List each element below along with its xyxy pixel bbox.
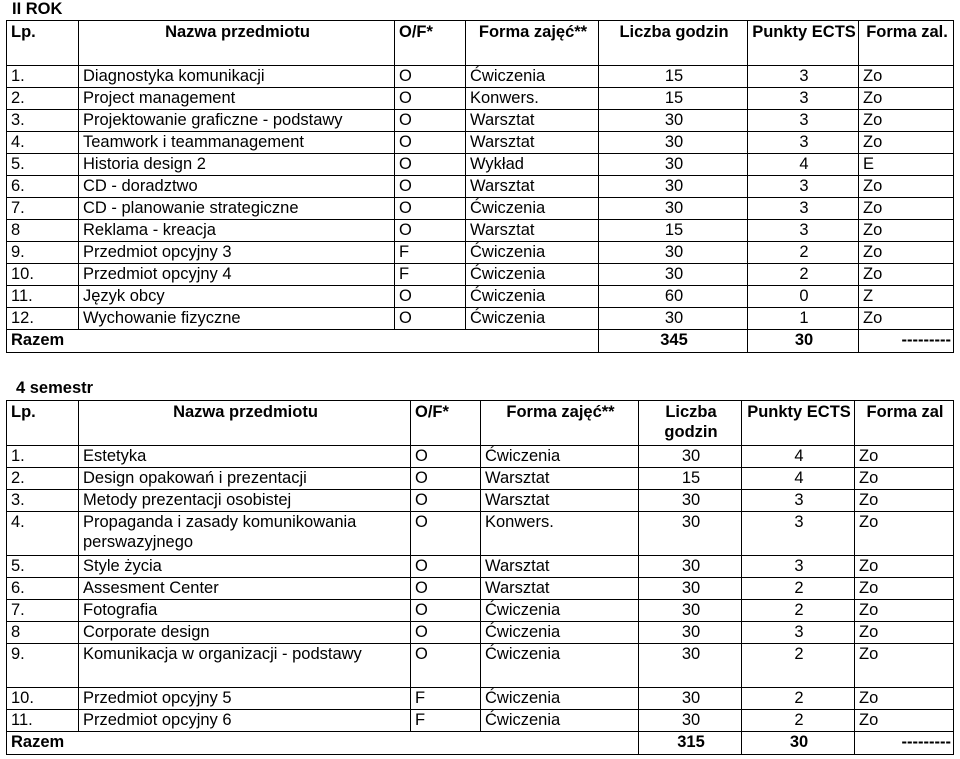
lp-cell: 4. xyxy=(7,132,79,154)
subject-name-cell: Teamwork i teammanagement xyxy=(79,132,395,154)
subject-name-cell: Corporate design xyxy=(79,622,411,644)
lp-cell: 10. xyxy=(7,688,79,710)
hours-cell: 30 xyxy=(639,512,742,556)
lp-cell: 3. xyxy=(7,490,79,512)
hours-cell: 15 xyxy=(639,468,742,490)
table-row xyxy=(7,512,954,556)
subject-name-cell: Komunikacja w organizacji - podstawy xyxy=(79,644,411,688)
semester-4-table xyxy=(6,400,954,755)
of-cell: O xyxy=(395,110,466,132)
ects-cell: 2 xyxy=(742,578,855,600)
credit-form-cell: Zo xyxy=(855,468,954,490)
hours-cell: 30 xyxy=(639,556,742,578)
hours-cell: 15 xyxy=(599,220,748,242)
ects-cell: 2 xyxy=(742,600,855,622)
class-form-cell: Warsztat xyxy=(481,556,639,578)
header-name: Nazwa przedmiotu xyxy=(79,21,395,66)
subject-name-cell: Fotografia xyxy=(79,600,411,622)
lp-cell: 2. xyxy=(7,468,79,490)
header-hours: Liczba godzin xyxy=(599,21,748,66)
header-lp: Lp. xyxy=(7,21,79,66)
subject-name-cell: Estetyka xyxy=(79,446,411,468)
lp-cell: 7. xyxy=(7,600,79,622)
credit-form-cell: Zo xyxy=(855,578,954,600)
lp-cell: 4. xyxy=(7,512,79,556)
of-cell: O xyxy=(411,600,481,622)
class-form-cell: Ćwiczenia xyxy=(466,198,599,220)
hours-cell: 30 xyxy=(599,264,748,286)
table-row xyxy=(7,600,954,622)
lp-cell: 5. xyxy=(7,556,79,578)
credit-form-cell: Z xyxy=(859,286,954,308)
table-row xyxy=(7,446,954,468)
subject-name-cell: Przedmiot opcyjny 3 xyxy=(79,242,395,264)
header-ects: Punkty ECTS xyxy=(742,401,855,446)
credit-form-cell: Zo xyxy=(859,110,954,132)
class-form-cell: Ćwiczenia xyxy=(466,66,599,88)
ects-cell: 3 xyxy=(748,176,859,198)
header-hours: Liczba godzin xyxy=(639,401,742,446)
hours-cell: 15 xyxy=(599,88,748,110)
hours-cell: 30 xyxy=(639,622,742,644)
of-cell: O xyxy=(411,556,481,578)
credit-form-cell: Zo xyxy=(859,220,954,242)
header-form: Forma zajęć** xyxy=(466,21,599,66)
class-form-cell: Warsztat xyxy=(481,490,639,512)
table-row xyxy=(7,622,954,644)
semester-4-title: 4 semestr xyxy=(16,379,94,397)
hours-cell: 30 xyxy=(599,198,748,220)
hours-cell: 30 xyxy=(639,688,742,710)
credit-form-cell: Zo xyxy=(855,644,954,688)
table-row xyxy=(7,88,954,110)
credit-form-cell: Zo xyxy=(859,264,954,286)
ects-cell: 3 xyxy=(742,622,855,644)
hours-cell: 30 xyxy=(599,110,748,132)
lp-cell: 3. xyxy=(7,110,79,132)
class-form-cell: Konwers. xyxy=(466,88,599,110)
hours-cell: 60 xyxy=(599,286,748,308)
header-name: Nazwa przedmiotu xyxy=(79,401,411,446)
ects-cell: 2 xyxy=(748,242,859,264)
subject-name-cell: Project management xyxy=(79,88,395,110)
table-row xyxy=(7,578,954,600)
class-form-cell: Warsztat xyxy=(466,110,599,132)
table-row xyxy=(7,286,954,308)
credit-form-cell: Zo xyxy=(855,710,954,732)
class-form-cell: Ćwiczenia xyxy=(481,710,639,732)
credit-form-cell: Zo xyxy=(859,308,954,330)
total-credit: --------- xyxy=(855,732,954,755)
hours-cell: 30 xyxy=(599,176,748,198)
hours-cell: 30 xyxy=(599,242,748,264)
ects-cell: 2 xyxy=(748,264,859,286)
of-cell: O xyxy=(411,446,481,468)
of-cell: O xyxy=(411,622,481,644)
of-cell: O xyxy=(395,220,466,242)
lp-cell: 9. xyxy=(7,644,79,688)
of-cell: F xyxy=(395,264,466,286)
subject-name-cell: Metody prezentacji osobistej xyxy=(79,490,411,512)
table-row xyxy=(7,198,954,220)
credit-form-cell: Zo xyxy=(855,600,954,622)
of-cell: O xyxy=(411,468,481,490)
table-row xyxy=(7,132,954,154)
class-form-cell: Ćwiczenia xyxy=(481,446,639,468)
total-credit: --------- xyxy=(859,330,954,353)
lp-cell: 1. xyxy=(7,66,79,88)
ects-cell: 4 xyxy=(742,446,855,468)
subject-name-cell: Diagnostyka komunikacji xyxy=(79,66,395,88)
table-row xyxy=(7,468,954,490)
credit-form-cell: Zo xyxy=(859,176,954,198)
lp-cell: 11. xyxy=(7,710,79,732)
ects-cell: 3 xyxy=(748,110,859,132)
subject-name-cell: Propaganda i zasady komunikowania perswazyjnego xyxy=(79,512,411,556)
total-hours: 315 xyxy=(639,732,742,755)
hours-cell: 30 xyxy=(639,644,742,688)
class-form-cell: Warsztat xyxy=(466,220,599,242)
total-label: Razem xyxy=(7,330,599,353)
lp-cell: 8 xyxy=(7,220,79,242)
credit-form-cell: Zo xyxy=(859,198,954,220)
header-form: Forma zajęć** xyxy=(481,401,639,446)
lp-cell: 12. xyxy=(7,308,79,330)
subject-name-cell: Reklama - kreacja xyxy=(79,220,395,242)
of-cell: O xyxy=(411,644,481,688)
subject-name-cell: Przedmiot opcyjny 4 xyxy=(79,264,395,286)
header-lp: Lp. xyxy=(7,401,79,446)
table-row xyxy=(7,264,954,286)
header-of: O/F* xyxy=(411,401,481,446)
header-row xyxy=(7,21,954,66)
class-form-cell: Ćwiczenia xyxy=(466,264,599,286)
hours-cell: 30 xyxy=(599,132,748,154)
class-form-cell: Ćwiczenia xyxy=(466,286,599,308)
of-cell: O xyxy=(395,88,466,110)
subject-name-cell: Design opakowań i prezentacji xyxy=(79,468,411,490)
total-hours: 345 xyxy=(599,330,748,353)
hours-cell: 30 xyxy=(639,578,742,600)
class-form-cell: Ćwiczenia xyxy=(466,308,599,330)
subject-name-cell: Przedmiot opcyjny 5 xyxy=(79,688,411,710)
year-title: II ROK xyxy=(12,0,63,18)
ects-cell: 3 xyxy=(748,220,859,242)
subject-name-cell: Język obcy xyxy=(79,286,395,308)
subject-name-cell: Assesment Center xyxy=(79,578,411,600)
subject-name-cell: Style życia xyxy=(79,556,411,578)
table-row xyxy=(7,220,954,242)
lp-cell: 10. xyxy=(7,264,79,286)
hours-cell: 30 xyxy=(599,154,748,176)
lp-cell: 9. xyxy=(7,242,79,264)
of-cell: O xyxy=(395,198,466,220)
table-row xyxy=(7,710,954,732)
subject-name-cell: Historia design 2 xyxy=(79,154,395,176)
lp-cell: 2. xyxy=(7,88,79,110)
credit-form-cell: Zo xyxy=(859,132,954,154)
class-form-cell: Ćwiczenia xyxy=(481,644,639,688)
table-row xyxy=(7,66,954,88)
table-row xyxy=(7,176,954,198)
lp-cell: 8 xyxy=(7,622,79,644)
of-cell: F xyxy=(411,710,481,732)
class-form-cell: Wykład xyxy=(466,154,599,176)
credit-form-cell: E xyxy=(859,154,954,176)
header-credit: Forma zal xyxy=(855,401,954,446)
of-cell: O xyxy=(411,578,481,600)
of-cell: O xyxy=(395,308,466,330)
hours-cell: 30 xyxy=(639,446,742,468)
class-form-cell: Ćwiczenia xyxy=(481,600,639,622)
total-row xyxy=(7,330,954,353)
table-row xyxy=(7,110,954,132)
hours-cell: 30 xyxy=(599,308,748,330)
lp-cell: 1. xyxy=(7,446,79,468)
table-row xyxy=(7,242,954,264)
of-cell: O xyxy=(395,154,466,176)
of-cell: F xyxy=(411,688,481,710)
credit-form-cell: Zo xyxy=(859,88,954,110)
lp-cell: 5. xyxy=(7,154,79,176)
header-credit: Forma zal. xyxy=(859,21,954,66)
table-row xyxy=(7,154,954,176)
credit-form-cell: Zo xyxy=(855,556,954,578)
hours-cell: 30 xyxy=(639,490,742,512)
subject-name-cell: CD - doradztwo xyxy=(79,176,395,198)
class-form-cell: Warsztat xyxy=(481,468,639,490)
total-ects: 30 xyxy=(748,330,859,353)
credit-form-cell: Zo xyxy=(855,512,954,556)
lp-cell: 11. xyxy=(7,286,79,308)
credit-form-cell: Zo xyxy=(859,66,954,88)
total-label: Razem xyxy=(7,732,639,755)
ects-cell: 3 xyxy=(748,132,859,154)
of-cell: O xyxy=(411,512,481,556)
header-row xyxy=(7,401,954,446)
credit-form-cell: Zo xyxy=(859,242,954,264)
ects-cell: 3 xyxy=(748,198,859,220)
ects-cell: 2 xyxy=(742,688,855,710)
ects-cell: 3 xyxy=(742,490,855,512)
ects-cell: 3 xyxy=(742,556,855,578)
class-form-cell: Warsztat xyxy=(481,578,639,600)
ects-cell: 2 xyxy=(742,644,855,688)
lp-cell: 7. xyxy=(7,198,79,220)
table-row xyxy=(7,688,954,710)
of-cell: O xyxy=(395,176,466,198)
table-row xyxy=(7,308,954,330)
ects-cell: 4 xyxy=(742,468,855,490)
subject-name-cell: Wychowanie fizyczne xyxy=(79,308,395,330)
of-cell: F xyxy=(395,242,466,264)
header-ects: Punkty ECTS xyxy=(748,21,859,66)
subject-name-cell: CD - planowanie strategiczne xyxy=(79,198,395,220)
header-of: O/F* xyxy=(395,21,466,66)
table-row xyxy=(7,644,954,688)
subject-name-cell: Projektowanie graficzne - podstawy xyxy=(79,110,395,132)
credit-form-cell: Zo xyxy=(855,688,954,710)
of-cell: O xyxy=(395,286,466,308)
ects-cell: 1 xyxy=(748,308,859,330)
hours-cell: 30 xyxy=(639,710,742,732)
of-cell: O xyxy=(395,66,466,88)
credit-form-cell: Zo xyxy=(855,446,954,468)
lp-cell: 6. xyxy=(7,176,79,198)
ects-cell: 0 xyxy=(748,286,859,308)
of-cell: O xyxy=(411,490,481,512)
class-form-cell: Konwers. xyxy=(481,512,639,556)
total-ects: 30 xyxy=(742,732,855,755)
lp-cell: 6. xyxy=(7,578,79,600)
ects-cell: 3 xyxy=(748,66,859,88)
hours-cell: 30 xyxy=(639,600,742,622)
class-form-cell: Ćwiczenia xyxy=(466,242,599,264)
credit-form-cell: Zo xyxy=(855,622,954,644)
subject-name-cell: Przedmiot opcyjny 6 xyxy=(79,710,411,732)
total-row xyxy=(7,732,954,755)
of-cell: O xyxy=(395,132,466,154)
class-form-cell: Warsztat xyxy=(466,132,599,154)
ects-cell: 3 xyxy=(742,512,855,556)
class-form-cell: Warsztat xyxy=(466,176,599,198)
class-form-cell: Ćwiczenia xyxy=(481,622,639,644)
class-form-cell: Ćwiczenia xyxy=(481,688,639,710)
credit-form-cell: Zo xyxy=(855,490,954,512)
table-row xyxy=(7,490,954,512)
semester-3-table xyxy=(6,20,954,353)
hours-cell: 15 xyxy=(599,66,748,88)
ects-cell: 4 xyxy=(748,154,859,176)
ects-cell: 2 xyxy=(742,710,855,732)
ects-cell: 3 xyxy=(748,88,859,110)
table-row xyxy=(7,556,954,578)
